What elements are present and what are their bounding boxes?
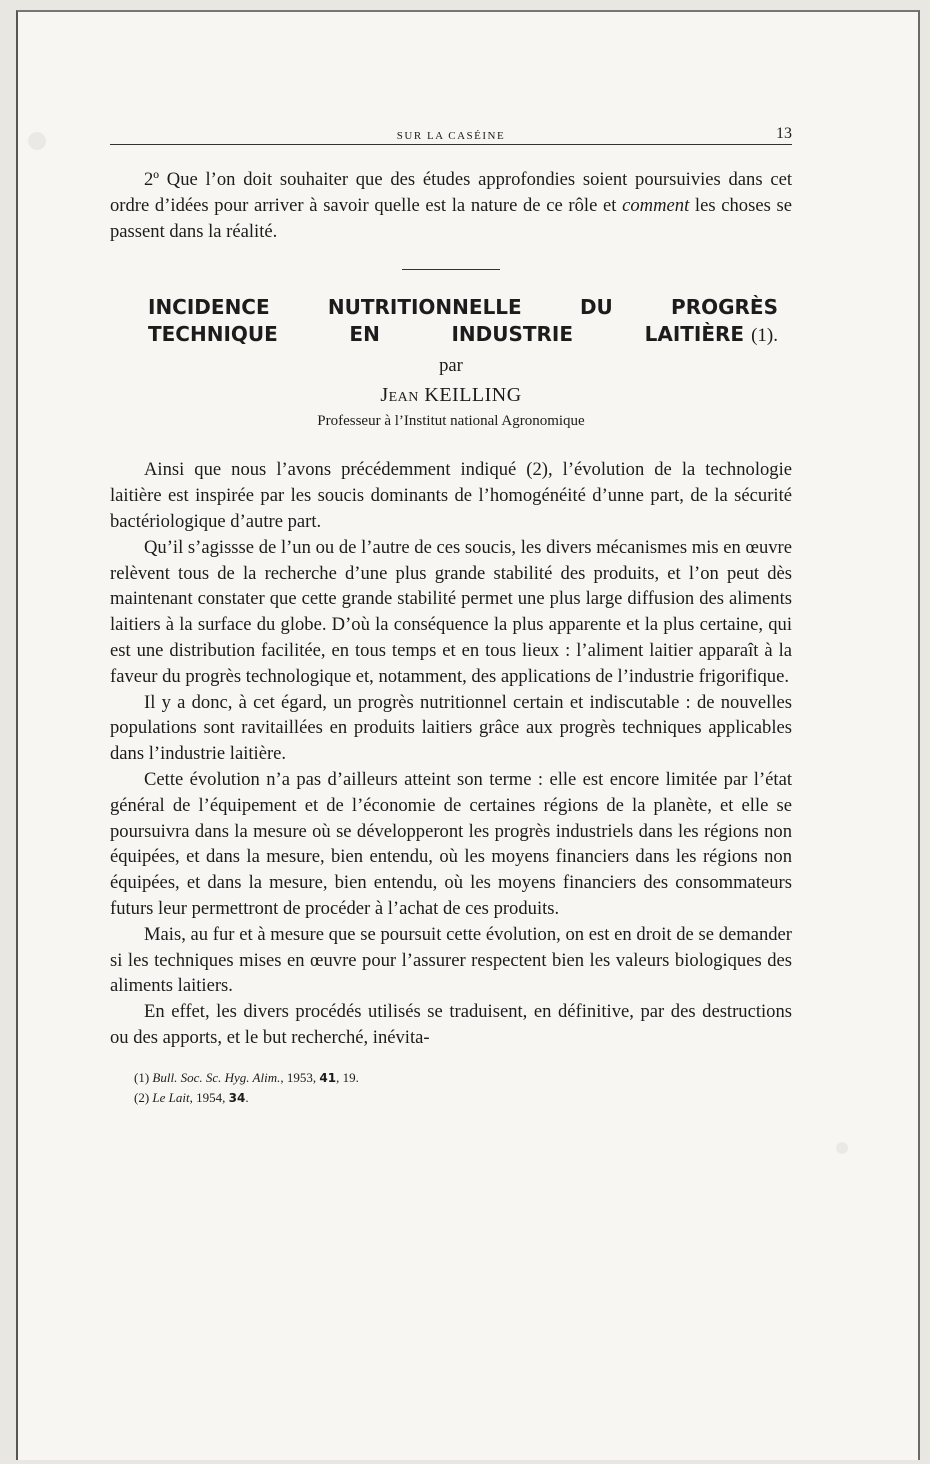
footnote — [134, 1088, 792, 1108]
body-paragraph: En effet, les divers procédés utilisés se traduisent, en définitive, par des destructions ou des apports, et le but recherché, inévita- — [110, 1001, 792, 1048]
title-word: LAITIÈRE — [644, 322, 745, 347]
title-word: DU — [579, 295, 613, 320]
title-line-1 — [148, 294, 778, 321]
intro-paragraph — [110, 167, 792, 244]
footnote — [134, 1068, 792, 1088]
paper-stain — [28, 132, 46, 150]
body-paragraph: Cette évolution n’a pas d’ailleurs atteint son terme : elle est encore limitée par l’état général de l’équipement et de l’économie de certaines régions de la planète, et elle se poursuivra dans la mesure où se développeront les progrès industriels dans les régions non équipées, et dans la mesure, bien entendu, où les moyens financiers dans les régions non équipées, et dans la mesure, bien entendu, où les moyens financiers des consommateurs futurs leur permettront de procéder à l’achat de ces produits. — [110, 768, 792, 919]
author-name — [110, 381, 792, 409]
running-head-title: SUR LA CASÉINE — [396, 130, 506, 142]
running-head — [110, 122, 792, 145]
body-paragraph: Il y a donc, à cet égard, un progrès nutritionnel certain et indiscutable : de nouvelles populations sont ravitaillées en produits laitiers grâce aux progrès techniques applicables dans l’industrie laitière. — [110, 691, 792, 765]
author-affiliation: Professeur à l’Institut national Agronomique — [317, 413, 585, 430]
footnote-year: , 1954, — [189, 1089, 229, 1105]
author-first-name: Jean — [380, 384, 419, 407]
body-paragraph: Mais, au fur et à mesure que se poursuit cette évolution, on est en droit de se demander si les techniques mises en œuvre pour l’assurer respectent bien les valeurs biologiques des aliments laitiers. — [110, 923, 792, 997]
footnote-page: , 19. — [336, 1069, 359, 1085]
footnote-volume: 41 — [319, 1070, 337, 1085]
title-last-word — [645, 321, 778, 349]
article-title — [148, 294, 778, 349]
paper-stain — [836, 1142, 848, 1154]
footnote-number: (1) — [134, 1069, 150, 1085]
title-word: TECHNIQUE — [148, 322, 278, 347]
author-last-name: KEILLING — [424, 384, 522, 407]
footnotes — [134, 1068, 792, 1108]
title-word: PROGRÈS — [671, 295, 778, 320]
page-number: 13 — [776, 125, 792, 142]
title-word: INDUSTRIE — [451, 322, 574, 347]
footnote-journal: Le Lait — [152, 1089, 190, 1105]
title-line-2 — [148, 321, 778, 349]
intro-emphasis: comment — [622, 194, 690, 216]
title-word: EN — [349, 322, 380, 347]
footnote-volume: 34 — [228, 1090, 246, 1105]
footnote-journal: Bull. Soc. Sc. Hyg. Alim. — [152, 1069, 281, 1085]
section-separator — [402, 269, 500, 270]
body-paragraph: Qu’il s’agissse de l’un ou de l’autre de ces soucis, les divers mécanismes mis en œuvre relèvent tous de la recherche d’une plus grande stabilité des produits, et l’on peut dès maintenant constater que cette grande stabilité permet une plus large diffusion des aliments laitiers à la surface du globe. D’où la conséquence la plus apparente et la plus certaine, qui est une distribution facilitée, en tous temps et en tous lieux : l’aliment laitier apparaît à la faveur du progrès technologique et, notamment, des applications de l’industrie frigorifique. — [110, 536, 792, 687]
intro-text-end: les choses se passent dans la réalité. — [110, 194, 792, 242]
title-word: NUTRITIONNELLE — [327, 295, 522, 320]
byline-par: par — [439, 355, 463, 377]
title-word: INCIDENCE — [148, 295, 270, 320]
intro-text: 2º Que l’on doit souhaiter que des études approfondies soient poursuivies dans cet ordre d’idées pour arriver à savoir quelle est la nature de ce rôle et — [110, 169, 792, 216]
footnote-year: , 1953, — [280, 1069, 320, 1085]
body-paragraph: Ainsi que nous l’avons précédemment indiqué (2), l’évolution de la technologie laitière est inspirée par les soucis dominants de l’homogénéité d’unne part, de la sécurité bactériologique d’autre part. — [110, 459, 792, 532]
scanned-page — [16, 10, 920, 1460]
footnote-page: . — [245, 1089, 249, 1105]
footnote-number: (2) — [134, 1089, 150, 1105]
page-content — [110, 122, 792, 1108]
title-footnote-ref: (1). — [751, 325, 778, 347]
